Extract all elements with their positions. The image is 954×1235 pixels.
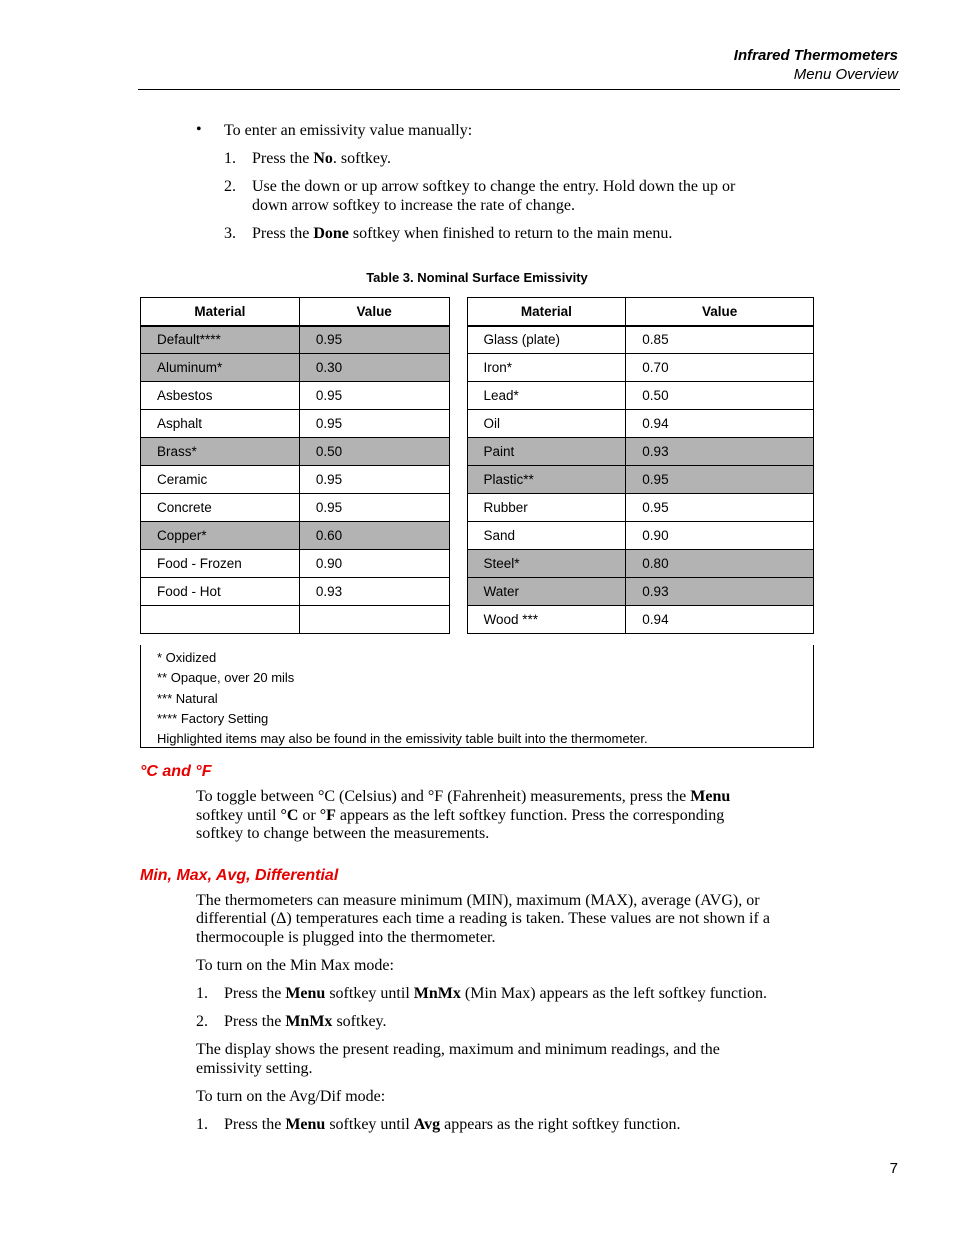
value-cell: 0.90 — [626, 522, 814, 550]
column-gap — [449, 606, 467, 634]
value-cell: 0.50 — [299, 438, 449, 466]
step-number: 3. — [224, 225, 236, 242]
column-gap — [449, 578, 467, 606]
material-cell: Paint — [467, 438, 626, 466]
column-header: Value — [626, 298, 814, 326]
value-cell: 0.85 — [626, 326, 814, 354]
step-number: 1. — [224, 150, 236, 167]
step-number: 1. — [196, 1116, 208, 1133]
value-cell — [299, 606, 449, 634]
material-cell: Oil — [467, 410, 626, 438]
table-row — [141, 326, 814, 354]
value-cell: 0.93 — [626, 438, 814, 466]
material-cell: Lead* — [467, 382, 626, 410]
page-number: 7 — [889, 1160, 898, 1177]
value-cell: 0.95 — [626, 494, 814, 522]
bullet-intro: To enter an emissivity value manually: — [224, 122, 473, 139]
value-cell: 0.95 — [299, 410, 449, 438]
section-heading-minmax: Min, Max, Avg, Differential — [140, 867, 339, 884]
material-cell: Asphalt — [141, 410, 300, 438]
value-cell: 0.93 — [299, 578, 449, 606]
value-cell: 0.95 — [299, 326, 449, 354]
paragraph-line: differential (Δ) temperatures each time a reading is taken. These values are not shown if a — [196, 910, 770, 927]
material-cell: Default**** — [141, 326, 300, 354]
value-cell: 0.95 — [299, 466, 449, 494]
paragraph-line: softkey until °C or °F appears as the left softkey function. Press the corresponding — [196, 807, 725, 824]
column-gap — [449, 354, 467, 382]
column-header: Material — [141, 298, 300, 326]
value-cell: 0.95 — [626, 466, 814, 494]
paragraph-line: To turn on the Avg/Dif mode: — [196, 1088, 386, 1105]
note: **** Factory Setting — [157, 710, 269, 726]
value-cell: 0.94 — [626, 410, 814, 438]
table-row — [141, 522, 814, 550]
value-cell: 0.93 — [626, 578, 814, 606]
column-gap — [449, 494, 467, 522]
paragraph-line: The thermometers can measure minimum (MIN), maximum (MAX), average (AVG), or — [196, 892, 760, 909]
column-gap — [449, 466, 467, 494]
step-number: 2. — [224, 178, 236, 195]
table-notes — [140, 645, 814, 748]
table-row — [141, 410, 814, 438]
note: * Oxidized — [157, 650, 217, 665]
section-heading-cf: °C and °F — [140, 763, 212, 780]
emissivity-table — [140, 297, 814, 634]
header-rule — [138, 89, 900, 90]
table-row — [141, 550, 814, 578]
step-text: Use the down or up arrow softkey to change the entry. Hold down the up or — [252, 178, 736, 195]
material-cell: Food - Frozen — [141, 550, 300, 578]
value-cell: 0.60 — [299, 522, 449, 550]
material-cell: Water — [467, 578, 626, 606]
column-header: Material — [467, 298, 626, 326]
paragraph-line: thermocouple is plugged into the thermometer. — [196, 929, 496, 946]
step-text-cont: down arrow softkey to increase the rate of change. — [252, 197, 575, 214]
paragraph-line: softkey to change between the measurements. — [196, 825, 490, 842]
material-cell: Sand — [467, 522, 626, 550]
table-row — [141, 578, 814, 606]
column-gap — [449, 326, 467, 354]
material-cell: Wood *** — [467, 606, 626, 634]
step-text: Press the Menu softkey until Avg appears as the right softkey function. — [224, 1116, 681, 1133]
column-gap — [449, 522, 467, 550]
table-row — [141, 354, 814, 382]
value-cell: 0.50 — [626, 382, 814, 410]
value-cell: 0.30 — [299, 354, 449, 382]
material-cell: Iron* — [467, 354, 626, 382]
material-cell: Food - Hot — [141, 578, 300, 606]
note: Highlighted items may also be found in the emissivity table built into the thermometer. — [157, 731, 648, 747]
material-cell — [141, 606, 300, 634]
table-row — [141, 382, 814, 410]
value-cell: 0.95 — [299, 494, 449, 522]
value-cell: 0.94 — [626, 606, 814, 634]
material-cell: Glass (plate) — [467, 326, 626, 354]
value-cell: 0.70 — [626, 354, 814, 382]
material-cell: Ceramic — [141, 466, 300, 494]
step-text: Press the Done softkey when finished to return to the main menu. — [252, 225, 673, 242]
bullet-marker: • — [196, 121, 202, 138]
header-title: Infrared Thermometers — [733, 47, 898, 64]
material-cell: Copper* — [141, 522, 300, 550]
column-gap — [449, 438, 467, 466]
material-cell: Aluminum* — [141, 354, 300, 382]
value-cell: 0.80 — [626, 550, 814, 578]
table-row — [141, 494, 814, 522]
step-number: 1. — [196, 985, 208, 1002]
material-cell: Asbestos — [141, 382, 300, 410]
column-gap — [449, 382, 467, 410]
material-cell: Steel* — [467, 550, 626, 578]
value-cell: 0.95 — [299, 382, 449, 410]
note: ** Opaque, over 20 mils — [157, 670, 295, 686]
table-row — [141, 438, 814, 466]
table-row — [141, 606, 814, 634]
value-cell: 0.90 — [299, 550, 449, 578]
column-header: Value — [299, 298, 449, 326]
paragraph-line: The display shows the present reading, maximum and minimum readings, and the — [196, 1041, 720, 1058]
material-cell: Brass* — [141, 438, 300, 466]
header-subtitle: Menu Overview — [793, 66, 898, 83]
table-caption: Table 3. Nominal Surface Emissivity — [366, 270, 588, 285]
column-gap — [449, 410, 467, 438]
table-row — [141, 466, 814, 494]
step-text: Press the Menu softkey until MnMx (Min Max) appears as the left softkey function. — [224, 985, 768, 1002]
material-cell: Concrete — [141, 494, 300, 522]
step-text: Press the MnMx softkey. — [224, 1013, 387, 1030]
step-number: 2. — [196, 1013, 208, 1030]
column-gap — [449, 298, 467, 326]
note: *** Natural — [157, 690, 218, 706]
material-cell: Plastic** — [467, 466, 626, 494]
column-gap — [449, 550, 467, 578]
material-cell: Rubber — [467, 494, 626, 522]
paragraph-line: emissivity setting. — [196, 1060, 313, 1077]
table-header-row — [141, 298, 814, 326]
paragraph-line: To toggle between °C (Celsius) and °F (Fahrenheit) measurements, press the Menu — [196, 788, 731, 805]
paragraph-line: To turn on the Min Max mode: — [196, 957, 394, 974]
step-text: Press the No. softkey. — [252, 150, 391, 167]
